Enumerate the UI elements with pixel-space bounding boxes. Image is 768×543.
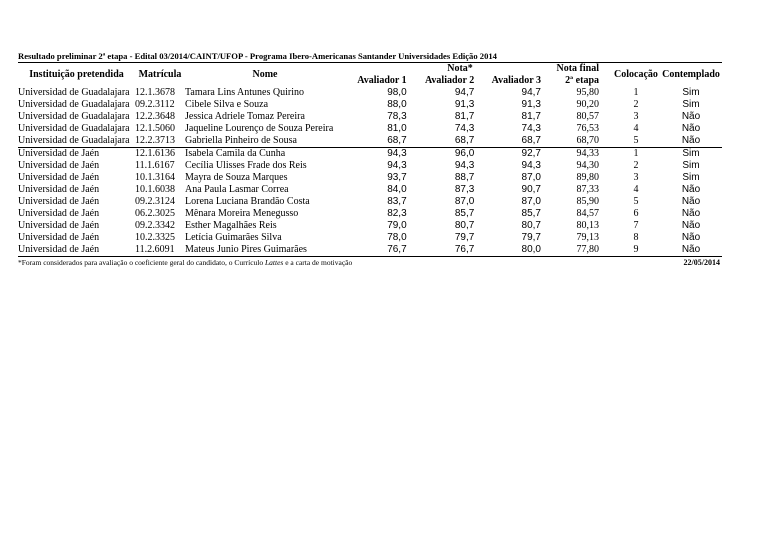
cell-matricula: 06.2.3025 — [135, 208, 175, 219]
cell-matricula: 12.2.3648 — [135, 111, 175, 122]
cell-avaliador-1: 93,7 — [387, 172, 407, 183]
cell-avaliador-2: 88,7 — [454, 172, 475, 183]
cell-matricula: 09.2.3112 — [135, 99, 175, 110]
cell-avaliador-2: 87,0 — [454, 196, 475, 207]
cell-contemplado: Sim — [682, 172, 700, 183]
cell-nome: Jessica Adriele Tomaz Pereira — [185, 111, 305, 122]
cell-colocacao: 3 — [633, 111, 639, 122]
header-matricula: Matrícula — [138, 69, 182, 80]
header-instituicao: Instituição pretendida — [29, 69, 124, 80]
cell-avaliador-2: 76,7 — [454, 244, 475, 255]
cell-instituicao: Universidad de Jaén — [18, 184, 100, 195]
table-row — [18, 208, 722, 220]
cell-contemplado: Sim — [660, 148, 722, 161]
cell-nota-final: 68,70 — [576, 135, 599, 146]
cell-instituicao: Universidad de Guadalajara — [18, 111, 130, 122]
cell-avaliador-1: 78,0 — [387, 232, 407, 243]
cell-avaliador-1: 88,0 — [387, 99, 407, 110]
header-avaliador-1: Avaliador 1 — [357, 75, 407, 86]
cell-nota-final: 89,80 — [576, 172, 599, 183]
cell-nome: Mateus Junio Pires Guimarães — [185, 244, 307, 255]
cell-nome: Isabela Camila da Cunha — [185, 148, 345, 161]
cell-matricula: 09.2.3342 — [135, 220, 175, 231]
cell-contemplado: Sim — [682, 160, 700, 171]
cell-avaliador-2: 81,7 — [454, 111, 475, 122]
header-nome: Nome — [252, 69, 278, 80]
cell-colocacao: 5 — [633, 135, 639, 146]
results-table — [18, 63, 722, 256]
cell-contemplado: Não — [681, 244, 701, 255]
cell-nota-final: 87,33 — [576, 184, 599, 195]
cell-colocacao: 8 — [633, 232, 639, 243]
cell-contemplado: Não — [681, 123, 701, 134]
cell-nome: Lorena Luciana Brandão Costa — [185, 196, 310, 207]
cell-avaliador-2: 96,0 — [412, 148, 479, 161]
cell-instituicao: Universidad de Guadalajara — [18, 99, 130, 110]
cell-avaliador-3: 94,7 — [521, 87, 541, 98]
cell-colocacao: 3 — [633, 172, 639, 183]
cell-contemplado: Não — [681, 196, 701, 207]
cell-avaliador-2: 79,7 — [454, 232, 475, 243]
cell-contemplado: Não — [681, 220, 701, 231]
cell-avaliador-1: 98,0 — [387, 87, 407, 98]
cell-instituicao: Universidad de Jaén — [18, 148, 135, 161]
cell-nome: Letícia Guimarães Silva — [185, 232, 282, 243]
cell-instituicao: Universidad de Jaén — [18, 220, 100, 231]
cell-nome: Gabriella Pinheiro de Sousa — [185, 135, 297, 146]
cell-contemplado: Sim — [682, 99, 700, 110]
cell-avaliador-2: 85,7 — [454, 208, 475, 219]
document-title: Resultado preliminar 2ª etapa - Edital 03/2014/CAINT/UFOP - Programa Ibero-Americanas Santander Universidades Edição 2014 — [18, 51, 497, 61]
cell-matricula: 12.1.3678 — [135, 87, 175, 98]
cell-avaliador-1: 81,0 — [387, 123, 407, 134]
cell-avaliador-1: 84,0 — [387, 184, 407, 195]
cell-avaliador-3: 68,7 — [521, 135, 541, 146]
cell-avaliador-3: 80,0 — [521, 244, 541, 255]
cell-colocacao: 6 — [633, 208, 639, 219]
cell-nota-final: 80,57 — [576, 111, 599, 122]
header-contemplado: Contemplado — [662, 69, 720, 80]
cell-nome: Jaqueline Lourenço de Souza Pereira — [185, 123, 334, 134]
results-sheet — [18, 50, 722, 269]
cell-nota-final: 79,13 — [576, 232, 599, 243]
cell-colocacao: 2 — [633, 160, 639, 171]
table-row — [18, 184, 722, 196]
cell-nome: Ana Paula Lasmar Correa — [185, 184, 289, 195]
cell-matricula: 10.1.3164 — [135, 172, 175, 183]
cell-avaliador-2: 87,3 — [454, 184, 475, 195]
cell-colocacao: 4 — [633, 123, 639, 134]
cell-colocacao: 2 — [633, 99, 639, 110]
cell-matricula: 12.1.6136 — [135, 148, 185, 161]
cell-matricula: 12.2.3713 — [135, 135, 175, 146]
cell-avaliador-3: 79,7 — [521, 232, 541, 243]
cell-instituicao: Universidad de Guadalajara — [18, 135, 130, 146]
cell-contemplado: Não — [681, 232, 701, 243]
cell-instituicao: Universidad de Jaén — [18, 208, 100, 219]
cell-nota-final: 90,20 — [576, 99, 599, 110]
cell-colocacao: 9 — [633, 244, 639, 255]
cell-avaliador-3: 81,7 — [521, 111, 541, 122]
cell-avaliador-3: 90,7 — [521, 184, 541, 195]
table-row — [18, 160, 722, 172]
cell-nome: Cibele Silva e Souza — [185, 99, 269, 110]
cell-contemplado: Não — [681, 111, 701, 122]
cell-avaliador-3: 80,7 — [521, 220, 541, 231]
cell-avaliador-3: 91,3 — [521, 99, 541, 110]
cell-instituicao: Universidad de Jaén — [18, 244, 100, 255]
cell-avaliador-1: 94,3 — [387, 160, 407, 171]
cell-colocacao: 4 — [633, 184, 639, 195]
cell-colocacao: 1 — [612, 148, 660, 161]
cell-contemplado: Sim — [682, 87, 700, 98]
cell-instituicao: Universidad de Guadalajara — [18, 123, 130, 134]
cell-instituicao: Universidad de Jaén — [18, 172, 100, 183]
cell-avaliador-3: 87,0 — [521, 172, 541, 183]
publication-date: 22/05/2014 — [683, 258, 720, 267]
header-colocacao: Colocação — [614, 69, 658, 80]
cell-matricula: 09.2.3124 — [135, 196, 175, 207]
header-segunda-etapa: 2ª etapa — [565, 75, 599, 86]
cell-nota-final: 95,80 — [576, 87, 599, 98]
cell-avaliador-1: 83,7 — [387, 196, 407, 207]
cell-colocacao: 1 — [633, 87, 639, 98]
cell-colocacao: 7 — [633, 220, 639, 231]
cell-avaliador-3: 92,7 — [478, 148, 545, 161]
table-row — [18, 99, 722, 111]
cell-nome: Esther Magalhães Reis — [185, 220, 277, 231]
cell-nota-final: 94,33 — [545, 148, 612, 161]
cell-matricula: 10.1.6038 — [135, 184, 175, 195]
cell-avaliador-3: 87,0 — [521, 196, 541, 207]
cell-instituicao: Universidad de Guadalajara — [18, 87, 130, 98]
header-avaliador-2: Avaliador 2 — [424, 75, 475, 86]
table-row — [18, 87, 722, 99]
cell-avaliador-3: 94,3 — [521, 160, 541, 171]
cell-avaliador-3: 74,3 — [521, 123, 541, 134]
table-row — [18, 148, 722, 161]
cell-avaliador-1: 94,3 — [345, 148, 412, 161]
cell-matricula: 11.2.6091 — [135, 244, 175, 255]
cell-nome: Mayra de Souza Marques — [185, 172, 288, 183]
header-nota-final: Nota final — [556, 63, 599, 74]
table-row — [18, 220, 722, 232]
table-row — [18, 135, 722, 148]
cell-nota-final: 76,53 — [576, 123, 599, 134]
cell-contemplado: Não — [681, 184, 701, 195]
table-row — [18, 172, 722, 184]
cell-nota-final: 85,90 — [576, 196, 599, 207]
cell-nota-final: 94,30 — [576, 160, 599, 171]
cell-nome: Tamara Lins Antunes Quirino — [185, 87, 304, 98]
cell-avaliador-1: 79,0 — [387, 220, 407, 231]
table-row — [18, 111, 722, 123]
cell-avaliador-1: 82,3 — [387, 208, 407, 219]
cell-matricula: 10.2.3325 — [135, 232, 175, 243]
cell-nota-final: 80,13 — [576, 220, 599, 231]
cell-avaliador-2: 94,3 — [454, 160, 475, 171]
cell-avaliador-1: 68,7 — [387, 135, 407, 146]
table-row — [18, 232, 722, 244]
table-row — [18, 244, 722, 256]
cell-instituicao: Universidad de Jaén — [18, 196, 100, 207]
header-nota: Nota* — [447, 63, 473, 74]
cell-avaliador-1: 78,3 — [387, 111, 407, 122]
cell-nome: Cecília Ulisses Frade dos Reis — [185, 160, 307, 171]
cell-colocacao: 5 — [633, 196, 639, 207]
cell-nome: Mênara Moreira Menegusso — [185, 208, 299, 219]
cell-avaliador-2: 94,7 — [454, 87, 475, 98]
cell-contemplado: Não — [681, 135, 701, 146]
cell-instituicao: Universidad de Jaén — [18, 232, 100, 243]
cell-avaliador-1: 76,7 — [387, 244, 407, 255]
table-row — [18, 196, 722, 208]
cell-instituicao: Universidad de Jaén — [18, 160, 100, 171]
cell-nota-final: 77,80 — [576, 244, 599, 255]
cell-avaliador-3: 85,7 — [521, 208, 541, 219]
footer — [18, 257, 722, 269]
cell-nota-final: 84,57 — [576, 208, 599, 219]
cell-avaliador-2: 68,7 — [454, 135, 475, 146]
footnote: *Foram considerados para avaliação o coeficiente geral do candidato, o Currículo Lattes e a carta de motivação — [18, 258, 353, 267]
cell-matricula: 12.1.5060 — [135, 123, 175, 134]
cell-avaliador-2: 91,3 — [454, 99, 475, 110]
cell-avaliador-2: 80,7 — [454, 220, 475, 231]
cell-contemplado: Não — [681, 208, 701, 219]
header-avaliador-3: Avaliador 3 — [491, 75, 541, 86]
cell-avaliador-2: 74,3 — [454, 123, 475, 134]
table-row — [18, 123, 722, 135]
cell-matricula: 11.1.6167 — [135, 160, 175, 171]
footnote-lattes: Lattes — [264, 258, 284, 267]
